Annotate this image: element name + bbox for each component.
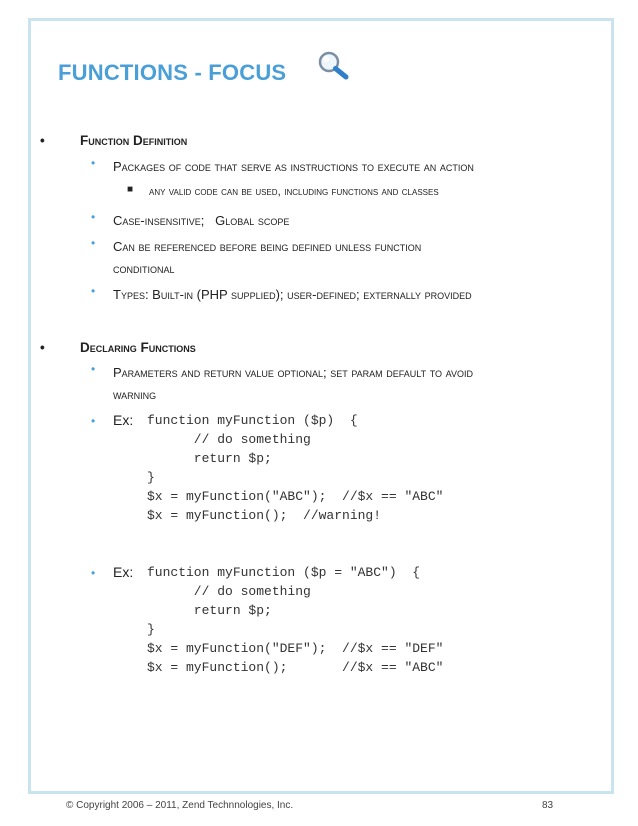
list-item-text [113,362,583,406]
bullet-icon: • [40,133,45,148]
list-item-text-line1: Can be referenced before being defined unless function [113,239,422,254]
bullet-icon: • [91,362,96,376]
bullet-icon: • [40,340,45,355]
list-item-text-line2: warning [113,387,157,402]
sub-list-item-text: any valid code can be used, including functions and classes [149,184,439,198]
bullet-icon: • [91,210,96,224]
code-block: function myFunction ($p = "ABC") { // do something return $p; } $x = myFunction("DEF"); //$x == "DEF" $x = myFunction(); //$x == "ABC" [147,565,444,675]
copyright-footer: © Copyright 2006 – 2011, Zend Technnologies, Inc. [66,800,294,811]
section-heading: Function Definition [80,133,188,148]
example-label: Ex: [113,412,134,428]
example-label: Ex: [113,564,134,580]
bullet-icon: • [91,566,96,580]
bullet-icon: • [91,156,96,170]
list-item-text-line1: Parameters and return value optional; set param default to avoid [113,365,474,380]
page-number: 83 [542,800,554,811]
list-item-text: Case-insensitive; Global scope [113,213,290,228]
magnifier-icon [316,50,350,80]
bullet-icon: • [91,284,96,298]
page-title: FUNCTIONS - FOCUS [58,60,287,85]
list-item-text [113,236,583,280]
square-bullet-icon: ■ [127,184,134,195]
bullet-icon: • [91,236,96,250]
code-block: function myFunction ($p) { // do something return $p; } $x = myFunction("ABC"); //$x == "ABC" $x = myFunction(); //warning! [147,413,444,523]
list-item-text: Types: Built-in (PHP supplied); user-defined; externally provided [113,287,472,302]
section-heading: Declaring Functions [80,340,196,355]
list-item-text: Packages of code that serve as instructions to execute an action [113,159,474,174]
bullet-icon: • [91,414,96,428]
list-item-text-line2: conditional [113,261,175,276]
